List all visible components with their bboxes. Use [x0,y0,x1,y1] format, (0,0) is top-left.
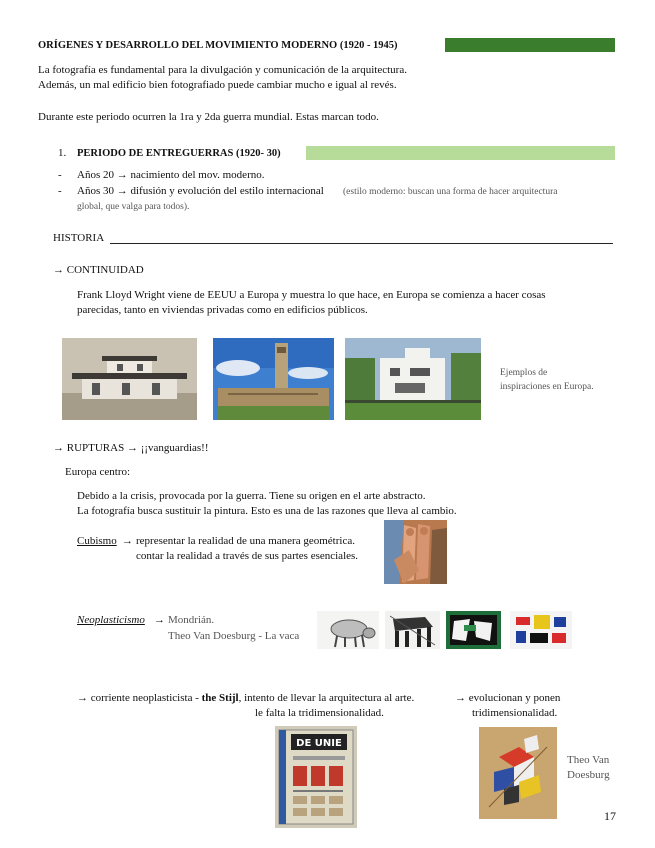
photo-hilversum-townhall [213,338,334,420]
section-highlight-bar [306,146,615,160]
neoplasticismo-line-2: Theo Van Doesburg - La vaca [168,630,300,642]
destijl-line-2: le falta la tridimensionalidad. [255,707,384,719]
cubismo-line-1: representar la realidad de una manera geométrica. [136,535,355,547]
page-title: ORÍGENES Y DESARROLLO DEL MOVIMIENTO MODERNO (1920 - 1945) [38,40,398,51]
page-number: 17 [604,809,616,823]
rupturas-region: Europa centro: [65,466,131,478]
cow-composition-mondrian [510,611,572,649]
continuidad-heading: → CONTINUIDAD [53,264,144,276]
cubismo-arrow: → [122,535,133,547]
neoplasticismo-label: Neoplasticismo [77,614,145,626]
rupturas-heading: → RUPTURAS → ¡¡vanguardias!! [53,442,209,454]
historia-rule [110,243,613,244]
title-highlight-bar [445,38,615,52]
section-title: PERIODO DE ENTREGUERRAS (1920- 30) [77,148,281,159]
intro-line-1: La fotografía es fundamental para la divulgación y comunicación de la arquitectura. [38,64,407,76]
doesburg-axonometric [479,727,557,819]
doesburg-caption-2: Doesburg [567,769,610,781]
continuidad-text-2: parecidas, tanto en viviendas privadas como en edificios públicos. [77,304,368,316]
intro-line-2: Además, un mal edificio bien fotografiado puede cambiar mucho e igual al revés. [38,79,397,91]
destijl-suffix: , intento de llevar la arquitectura al arte. [238,692,415,704]
cubismo-label: Cubismo [77,535,117,547]
intro-line-3: Durante este periodo ocurren la 1ra y 2da guerra mundial. Estas marcan todo. [38,111,379,123]
bullet-note: (estilo moderno: buscan una forma de hacer arquitectura [343,187,558,197]
section-number: 1. [58,147,67,159]
historia-label: HISTORIA [53,232,105,244]
bullet-dash: - [58,185,62,197]
continuidad-caption-1: Ejemplos de [500,368,548,378]
rupturas-text-2: La fotografía busca sustituir la pintura. Esto es una de las razones que lleva al cambio. [77,505,457,517]
cow-study-geometric [385,611,440,649]
bullet-dash: - [58,169,62,181]
destijl-right-2: tridimensionalidad. [472,707,558,719]
de-stijl-poster [275,726,357,828]
destijl-right-1: → evolucionan y ponen [455,692,561,704]
doesburg-caption-1: Theo Van [567,754,610,766]
cubismo-line-2: contar la realidad a través de sus partes esenciales. [136,550,359,562]
photo-white-villa [345,338,481,420]
cow-study-sketch [317,611,379,649]
photo-prairie-house [62,338,197,420]
destijl-name: the Stijl [201,692,239,704]
continuidad-text-1: Frank Lloyd Wright viene de EEUU a Europa y muestra lo que hace, en Europa se comienza a hacer cosas [77,289,546,301]
rupturas-text-1: Debido a la crisis, provocada por la guerra. Tiene su origen en el arte abstracto. [77,490,426,502]
bullet-note-cont: global, que valga para todos). [77,202,190,212]
bullet-text: Años 30 → difusión y evolución del estilo internacional [77,185,324,197]
bullet-text: Años 20 → nacimiento del mov. moderno. [77,169,265,181]
cow-study-abstract [446,611,501,649]
neoplasticismo-arrow: → [154,614,165,626]
continuidad-caption-2: inspiraciones en Europa. [500,382,594,392]
destijl-line-1 [77,691,414,706]
destijl-prefix: → corriente neoplasticista - [77,692,202,704]
neoplasticismo-line-1: Mondrián. [168,614,215,626]
painting-demoiselles [384,520,447,584]
poster-title: DE UNIE [296,738,342,749]
